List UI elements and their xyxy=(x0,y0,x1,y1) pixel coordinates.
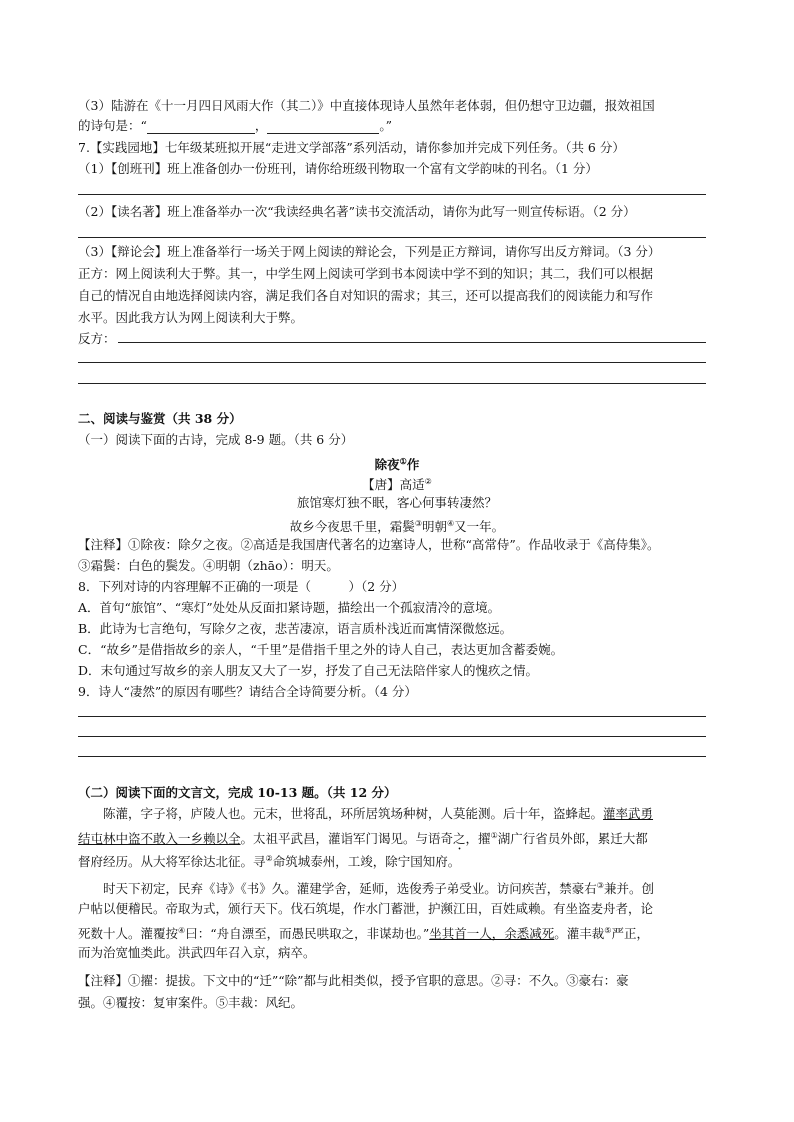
passage-text: 湖广行省员外郎，累迁大都 xyxy=(497,831,648,847)
poem-line-1: 旅馆寒灯独不眠，客心何事转凄然？ xyxy=(296,495,497,510)
fanfang-label: 反方： xyxy=(78,331,116,346)
footnote-mark: ① xyxy=(399,456,407,466)
underlined-sentence: 灌率武勇 xyxy=(603,806,654,821)
q7-3-para-3: 水平。因此我方认为网上阅读利大于弊。 xyxy=(78,310,304,325)
answer-line[interactable] xyxy=(78,756,706,757)
q6-3-prefix: 的诗句是：“ xyxy=(78,118,147,133)
footnote-mark: ② xyxy=(265,854,273,863)
passage-text: 督府经历。从大将军徐达北征。寻 xyxy=(78,854,266,870)
q6-3-sep: ， xyxy=(254,118,268,133)
q8-option-b[interactable]: B．此诗为七言绝句，写除夕之夜，悲苦凄凉，语言质朴浅近而寓情深微悠远。 xyxy=(78,621,513,636)
q8: 8．下列对诗的内容理解不正确的一项是（ ）（2 分） xyxy=(78,579,405,594)
sub-heading-2: （二）阅读下面的文言文，完成 10-13 题。（共 12 分） xyxy=(78,785,397,800)
footnote-mark: ③ xyxy=(414,519,422,528)
q7-2: （2）【读名著】班上准备举办一次“我读经典名著”读书交流活动，请你为此写一则宣传标语。（2 分） xyxy=(78,204,636,219)
author-text: 【唐】高适 xyxy=(362,477,425,493)
passage-text: 命筑城泰州，工竣，除宁国知府。 xyxy=(272,854,461,870)
passage-note-2: 强。④覆按：复审案件。⑤丰裁：风纪。 xyxy=(78,995,304,1010)
answer-line[interactable] xyxy=(78,716,706,717)
passage-text: 严正， xyxy=(611,926,649,942)
passage-p1-l1 xyxy=(103,806,653,822)
section-heading: 二、阅读与鉴赏（共 38 分） xyxy=(78,411,242,426)
answer-line[interactable] xyxy=(78,237,706,238)
q7-3-para-2: 自己的情况自由地选择阅读内容，满足我们各自对知识的需求；其三，还可以提高我们的阅读能力和写作 xyxy=(78,288,654,303)
answer-blank-2[interactable] xyxy=(267,121,379,134)
passage-text: ，擢 xyxy=(465,831,491,847)
poem-line-2-part: 又一年。 xyxy=(454,519,505,535)
q8-option-d[interactable]: D．末句通过写故乡的亲人朋友又大了一岁，抒发了自己无法陪伴家人的愧疚之情。 xyxy=(78,663,539,678)
footnote-mark: ② xyxy=(424,477,432,486)
poem-line-2 xyxy=(0,516,794,535)
q7-3: （3）【辩论会】班上准备举行一场关于网上阅读的辩论会，下列是正方辩词，请你写出反方辩词。（3 分） xyxy=(78,244,661,259)
passage-text: 陈灌，字子将，庐陵人也。元末，世将乱，环所居筑场种树，人莫能测。后十年，盗蜂起。 xyxy=(103,806,604,821)
q6-3-line1: （3）陆游在《十一月四日风雨大作（其二）》中直接体现诗人虽然年老体弱，但仍想守卫边疆，报效祖国 xyxy=(78,98,655,113)
dotted-character: 之 xyxy=(453,831,466,847)
poem-author xyxy=(0,474,794,493)
passage-text: 曰：“舟自漂至，而愚民哄取之，非谋劫也。” xyxy=(185,926,430,942)
passage-p2-l2: 户帖以便稽民。帝取为式，颁行天下。伐石筑堤，作水门蓄泄，护濒江田，百姓咸赖。有坐盗麦舟者，论 xyxy=(78,901,654,916)
poem-note-1: 【注释】①除夜：除夕之夜。②高适是我国唐代著名的边塞诗人，世称“高常侍”。作品收录于《高侍集》。 xyxy=(78,537,660,552)
poem-title-text-end: 作 xyxy=(406,457,420,473)
footnote-mark: ④ xyxy=(178,926,186,935)
footnote-mark: ④ xyxy=(447,519,455,528)
passage-p1-l3 xyxy=(78,851,460,870)
answer-line[interactable] xyxy=(78,194,706,195)
passage-p1-l2 xyxy=(78,828,648,853)
q9: 9．诗人“凄然”的原因有哪些？请结合全诗简要分析。（4 分） xyxy=(78,684,417,699)
poem-title xyxy=(0,453,794,473)
answer-line[interactable] xyxy=(118,342,706,343)
q6-3-line2 xyxy=(78,118,392,134)
passage-p2-l4: 而为治宽恤类此。洪武四年召入京，病卒。 xyxy=(78,945,316,960)
underlined-sentence: 坐其首一人，余悉减死 xyxy=(429,926,555,942)
footnote-mark: ③ xyxy=(596,881,604,890)
passage-text: 。灌丰裁 xyxy=(554,926,605,942)
passage-text: 。太祖平武昌，灌诣军门谒见。与语奇 xyxy=(240,831,454,847)
answer-line[interactable] xyxy=(78,383,706,384)
q6-3-end: 。” xyxy=(379,118,393,133)
q7-3-para-1: 正方：网上阅读利大于弊。其一，中学生网上阅读可学到书本阅读中学不到的知识；其二，我们可以根据 xyxy=(78,266,654,281)
passage-p2-l1 xyxy=(103,878,654,897)
footnote-mark: ① xyxy=(490,831,498,840)
poem-title-text: 除夜 xyxy=(374,457,400,473)
passage-text: 死数十人。灌覆按 xyxy=(78,926,179,942)
passage-p2-l3 xyxy=(78,923,649,942)
q7-title: 7.【实践园地】七年级某班拟开展“走进文学部落”系列活动，请你参加并完成下列任务。（共 6 分） xyxy=(78,140,625,155)
passage-text: 兼并。创 xyxy=(603,881,654,897)
footnote-mark: ⑤ xyxy=(604,926,612,935)
poem-line-2-part: 明朝 xyxy=(421,519,447,535)
sub-heading-1: （一）阅读下面的古诗，完成 8-9 题。（共 6 分） xyxy=(78,432,354,447)
q8-option-a[interactable]: A．首句“旅馆”、“寒灯”处处从反面扣紧诗题，描绘出一个孤寂清冷的意境。 xyxy=(78,600,501,615)
answer-blank-1[interactable] xyxy=(147,121,255,134)
answer-line[interactable] xyxy=(78,362,706,363)
passage-note-1: 【注释】①擢：提拔。下文中的“迁”“除”都与此相类似，授予官职的意思。②寻：不久。③豪右：豪 xyxy=(78,973,629,988)
poem-note-2: ③霜鬓：白色的鬓发。④明朝（zhāo）：明天。 xyxy=(78,558,339,573)
poem-line-2-part: 故乡今夜思千里，霜鬓 xyxy=(289,519,415,535)
passage-text: 时天下初定，民弃《诗》《书》久。灌建学舍，延师，选俊秀子弟受业。访问疾苦，禁豪右 xyxy=(103,881,597,897)
underlined-sentence: 结屯林中盗不敢入一乡赖以全 xyxy=(78,831,241,847)
answer-line[interactable] xyxy=(78,736,706,737)
q8-option-c[interactable]: C．“故乡”是借指故乡的亲人，“千里”是借指千里之外的诗人自己，表达更加含蓄委婉。 xyxy=(78,642,564,657)
q7-1: （1）【创班刊】班上准备创办一份班刊，请你给班级刊物取一个富有文学韵味的刊名。（1 分） xyxy=(78,161,598,176)
